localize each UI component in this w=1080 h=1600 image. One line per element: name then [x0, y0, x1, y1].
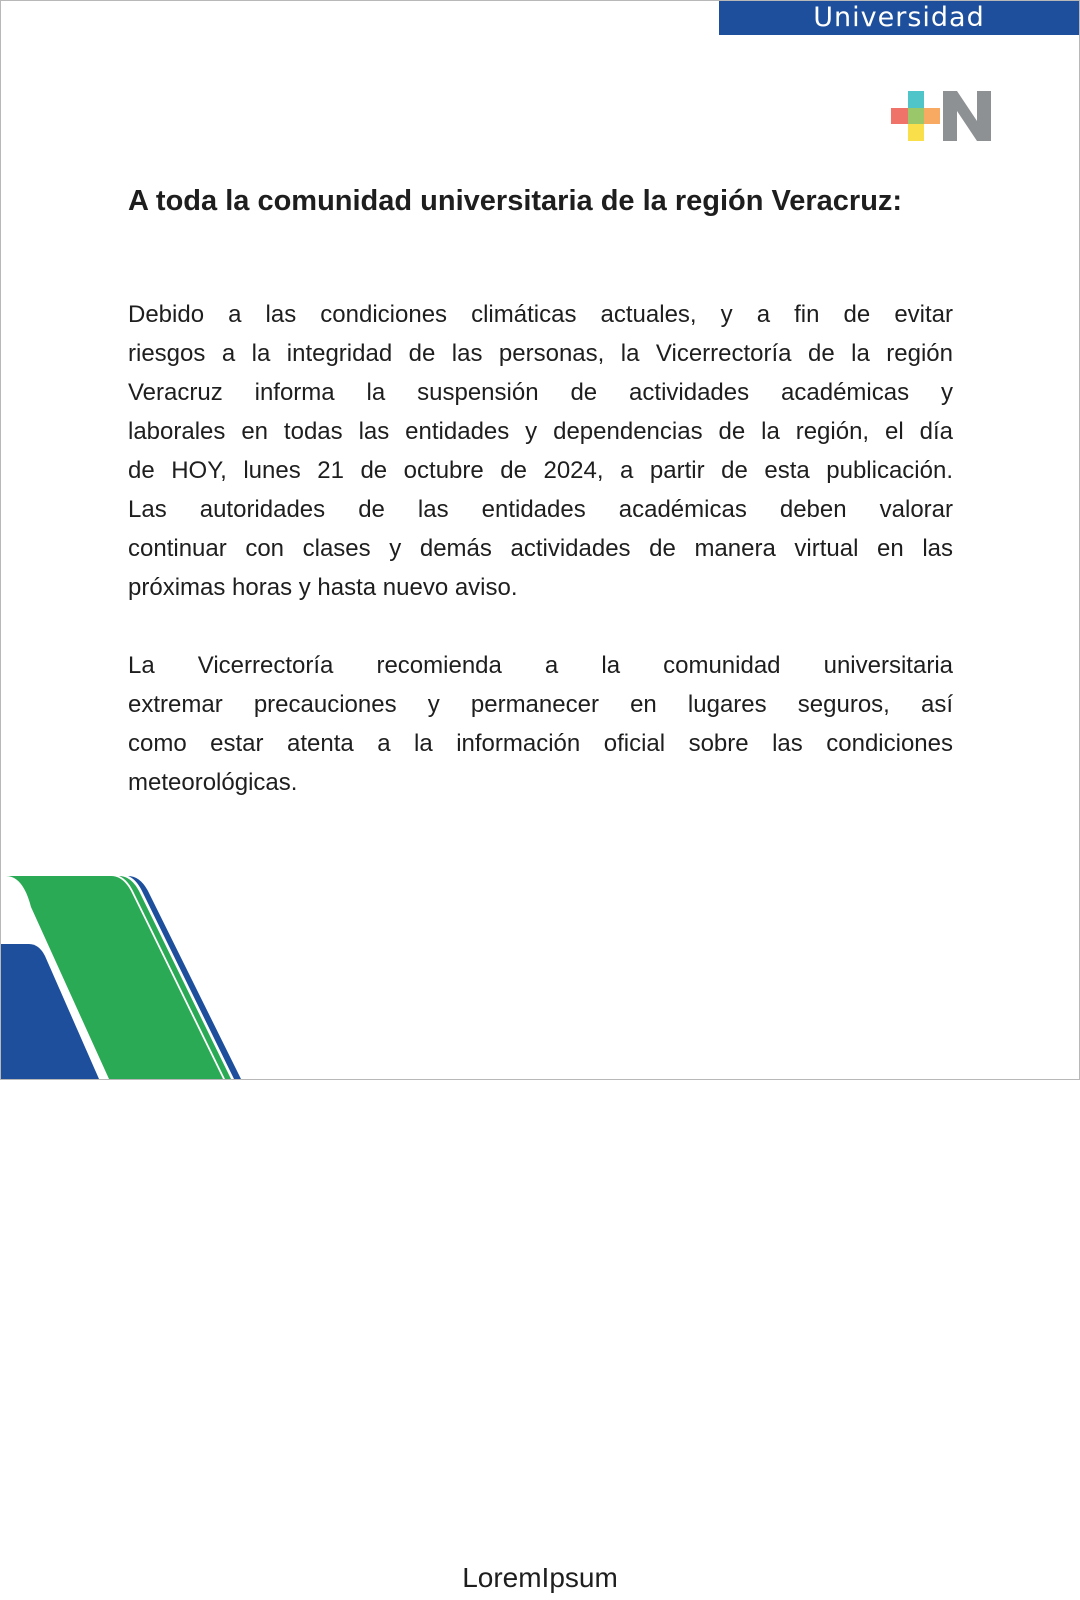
text-line: como estar atenta a la información oficial sobre las condiciones — [128, 730, 953, 757]
text-line: Debido a las condiciones climáticas actuales, y a fin de evitar — [128, 301, 953, 328]
text-line: La Vicerrectoría recomienda a la comunidad universitaria — [128, 652, 953, 679]
text-line: extremar precauciones y permanecer en lugares seguros, así — [128, 691, 953, 718]
text-line: riesgos a la integridad de las personas, la Vicerrectoría de la región — [128, 340, 953, 367]
paragraph-recommendation — [128, 646, 953, 802]
plus-n-logo-icon — [891, 91, 993, 141]
footer-text: LoremIpsum — [462, 1562, 618, 1593]
page-title: A toda la comunidad universitaria de la región Veracruz: — [128, 185, 903, 217]
paragraph-suspension — [128, 295, 953, 607]
text-line: de HOY, lunes 21 de octubre de 2024, a partir de esta publicación. — [128, 457, 953, 484]
text-line: próximas horas y hasta nuevo aviso. — [128, 574, 518, 601]
decorative-stripes-icon — [1, 859, 301, 1079]
text-line: continuar con clases y demás actividades de manera virtual en las — [128, 535, 953, 562]
university-name-banner: Universidad Veracruzana — [719, 1, 1079, 35]
text-line: laborales en todas las entidades y dependencias de la región, el día — [128, 418, 953, 445]
text-line: Las autoridades de las entidades académicas deben valorar — [128, 496, 953, 523]
text-line: Veracruz informa la suspensión de actividades académicas y — [128, 379, 953, 406]
text-line: meteorológicas. — [128, 769, 298, 796]
